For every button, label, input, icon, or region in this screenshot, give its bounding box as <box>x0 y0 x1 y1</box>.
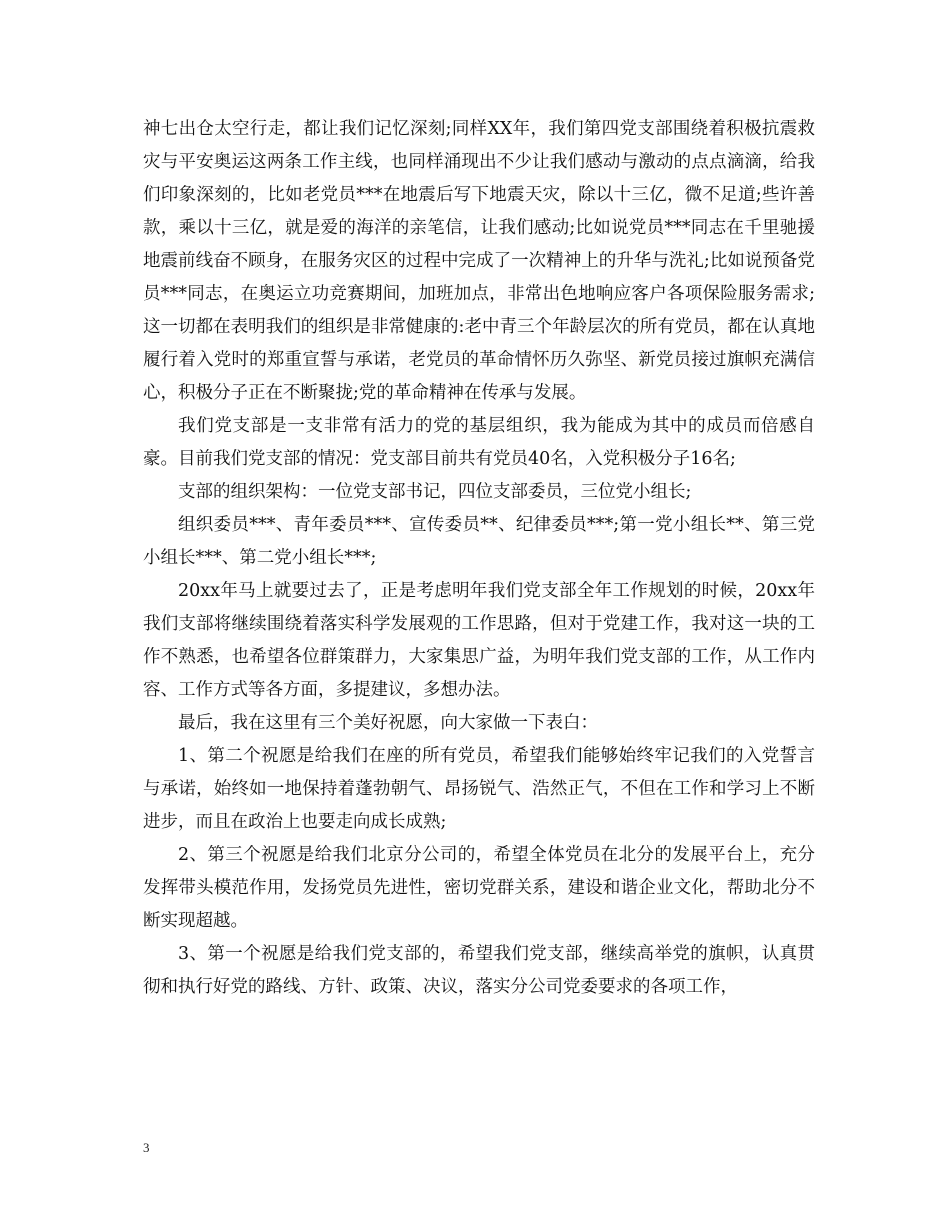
paragraph-2: 我们党支部是一支非常有活力的党的基层组织，我为能成为其中的成员而倍感自豪。目前我们党支部的情况：党支部目前共有党员40名，入党积极分子16名; <box>143 416 815 469</box>
paragraph-6: 最后，我在这里有三个美好祝愿，向大家做一下表白： <box>178 713 598 733</box>
paragraph-1: 神七出仓太空行走，都让我们记忆深刻;同样XX年，我们第四党支部围绕着积极抗震救灾与平安奥运这两条工作主线，也同样涌现出不少让我们感动与激动的点点滴滴，给我们印象深刻的，比如老党员***在地震后写下地震天灾，除以十三亿，微不足道;些许善款，乘以十三亿，就是爱的海洋的亲笔信，让我们感动;比如说党员***同志在千里驰援地震前线奋不顾身，在服务灾区的过程中完成了一次精神上的升华与洗礼;比如说预备党员***同志，在奥运立功竞赛期间，加班加点，非常出色地响应客户各项保险服务需求;这一切都在表明我们的组织是非常健康的:老中青三个年龄层次的所有党员，都在认真地履行着入党时的郑重宣誓与承诺，老党员的革命情怀历久弥坚、新党员接过旗帜充满信心，积极分子正在不断聚拢;党的革命精神在传承与发展。 <box>143 119 815 403</box>
paragraph-9: 3、第一个祝愿是给我们党支部的，希望我们党支部，继续高举党的旗帜，认真贯彻和执行好党的路线、方针、政策、决议，落实分公司党委要求的各项工作， <box>143 944 815 997</box>
paragraph-4: 组织委员***、青年委员***、宣传委员**、纪律委员***;第一党小组长**、第三党小组长***、第二党小组长***; <box>143 515 815 568</box>
paragraph-3: 支部的组织架构：一位党支部书记，四位支部委员，三位党小组长; <box>178 482 692 502</box>
paragraph-8: 2、第三个祝愿是给我们北京分公司的，希望全体党员在北分的发展平台上，充分发挥带头模范作用，发扬党员先进性，密切党群关系，建设和谐企业文化，帮助北分不断实现超越。 <box>143 845 815 931</box>
document-body <box>143 113 815 1004</box>
page-number: 3 <box>143 1140 150 1155</box>
paragraph-7: 1、第二个祝愿是给我们在座的所有党员，希望我们能够始终牢记我们的入党誓言与承诺，始终如一地保持着蓬勃朝气、昂扬锐气、浩然正气，不但在工作和学习上不断进步，而且在政治上也要走向成长成熟; <box>143 746 815 832</box>
paragraph-5: 20xx年马上就要过去了，正是考虑明年我们党支部全年工作规划的时候，20xx年我们支部将继续围绕着落实科学发展观的工作思路，但对于党建工作，我对这一块的工作不熟悉，也希望各位群策群力，大家集思广益，为明年我们党支部的工作，从工作内容、工作方式等各方面，多提建议，多想办法。 <box>143 581 815 700</box>
